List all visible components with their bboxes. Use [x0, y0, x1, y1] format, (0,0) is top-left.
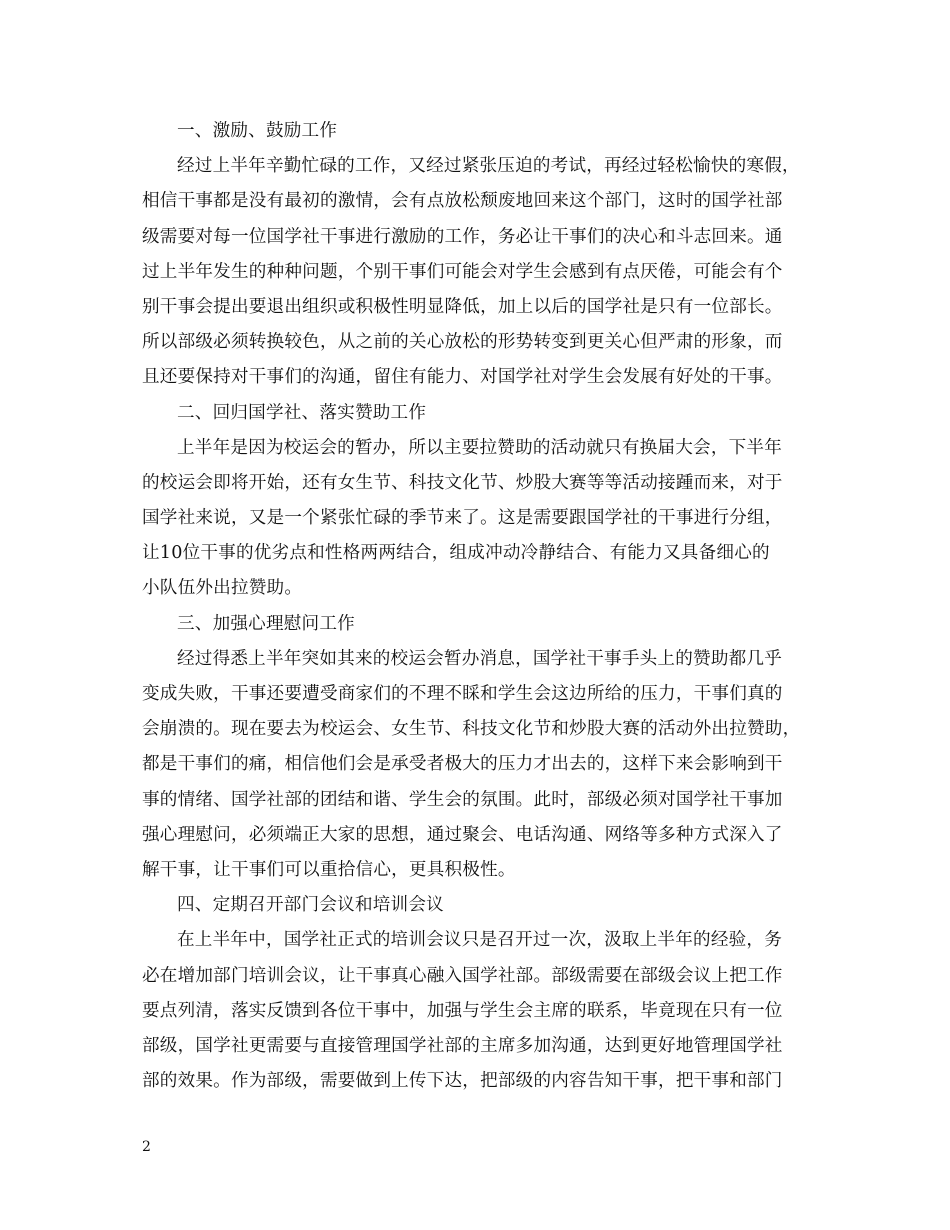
- text-line: 事的情绪、国学社部的团结和谐、学生会的氛围。此时，部级必须对国学社干事加: [142, 789, 783, 810]
- text-line: 经过得悉上半年突如其来的校运会暂办消息，国学社干事手头上的赞助都几乎: [177, 648, 782, 669]
- text-line: 且还要保持对干事们的沟通，留住有能力、对国学社对学生会发展有好处的干事。: [142, 367, 783, 388]
- text-line: 上半年是因为校运会的暂办，所以主要拉赞助的活动就只有换届大会，下半年: [177, 437, 782, 458]
- text-line: 所以部级必须转换较色，从之前的关心放松的形势转变到更关心但严肃的形象，而: [142, 332, 783, 353]
- text-line: 小队伍外出拉赞助。: [142, 578, 303, 599]
- text-line: 都是干事们的痛，相信他们会是承受者极大的压力才出去的，这样下来会影响到干: [142, 754, 783, 775]
- page-number: 2: [142, 1139, 151, 1155]
- text-line: 过上半年发生的种种问题，个别干事们可能会对学生会感到有点厌倦，可能会有个: [142, 261, 783, 282]
- text-line: 让10位干事的优劣点和性格两两结合，组成冲动冷静结合、有能力又具备细心的: [142, 543, 770, 564]
- text-line: 会崩溃的。现在要去为校运会、女生节、科技文化节和炒股大赛的活动外出拉赞助，: [142, 719, 801, 740]
- text-line: 的校运会即将开始，还有女生节、科技文化节、炒股大赛等等活动接踵而来，对于: [142, 472, 783, 493]
- text-line: 别干事会提出要退出组织或积极性明显降低，加上以后的国学社是只有一位部长。: [142, 296, 783, 317]
- text-line: 四、定期召开部门会议和培训会议: [177, 895, 444, 916]
- text-line: 三、加强心理慰问工作: [177, 613, 355, 634]
- text-line: 要点列清，落实反馈到各位干事中，加强与学生会主席的联系，毕竟现在只有一位: [142, 1000, 783, 1021]
- text-line: 国学社来说，又是一个紧张忙碌的季节来了。这是需要跟国学社的干事进行分组，: [142, 508, 783, 529]
- text-line: 必在增加部门培训会议，让干事真心融入国学社部。部级需要在部级会议上把工作: [142, 965, 783, 986]
- text-line: 解干事，让干事们可以重拾信心，更具积极性。: [142, 859, 516, 880]
- text-line: 一、激励、鼓励工作: [177, 121, 338, 141]
- text-line: 级需要对每一位国学社干事进行激励的工作，务必让干事们的决心和斗志回来。通: [142, 226, 783, 247]
- text-line: 相信干事都是没有最初的激情，会有点放松颓废地回来这个部门，这时的国学社部: [142, 191, 783, 212]
- text-line: 经过上半年辛勤忙碌的工作，又经过紧张压迫的考试，再经过轻松愉快的寒假，: [177, 156, 800, 177]
- text-line: 二、回归国学社、落实赞助工作: [177, 402, 427, 423]
- text-line: 部级，国学社更需要与直接管理国学社部的主席多加沟通，达到更好地管理国学社: [142, 1035, 783, 1056]
- text-line: 部的效果。作为部级，需要做到上传下达，把部级的内容告知干事，把干事和部门: [142, 1071, 783, 1092]
- text-line: 在上半年中，国学社正式的培训会议只是召开过一次，汲取上半年的经验，务: [177, 930, 782, 951]
- text-line: 变成失败，干事还要遭受商家们的不理不睬和学生会这边所给的压力，干事们真的: [142, 684, 783, 704]
- text-line: 强心理慰问，必须端正大家的思想，通过聚会、电话沟通、网络等多种方式深入了: [142, 824, 783, 845]
- document-body: [142, 114, 822, 1099]
